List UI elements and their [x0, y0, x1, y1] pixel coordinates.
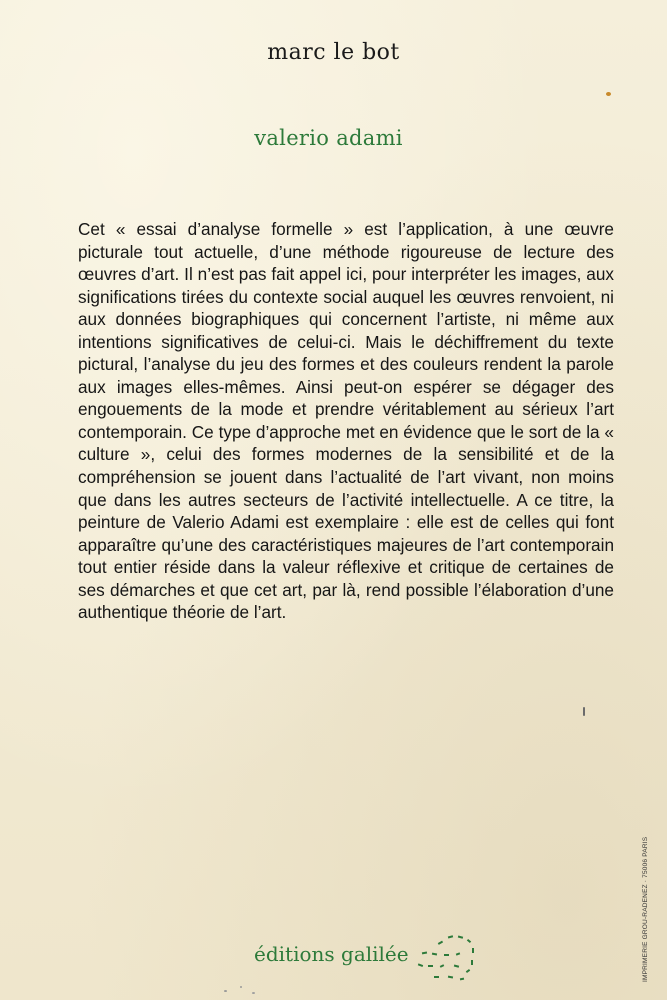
paper-speck — [224, 990, 227, 992]
paper-speck — [606, 92, 611, 96]
author-name: marc le bot — [267, 40, 400, 65]
paper-speck — [583, 707, 585, 716]
printer-imprint — [642, 812, 654, 982]
book-subject: valerio adami — [254, 126, 403, 150]
paper-speck — [252, 992, 255, 994]
publisher-logo-icon — [414, 934, 478, 984]
publisher-name: éditions galilée — [254, 942, 409, 966]
paper-speck — [240, 986, 242, 988]
back-cover-blurb: Cet « essai d’analyse formelle » est l’application, à une œuvre picturale tout actuelle, d’une méthode rigoureuse de lecture des œuvres d’art. Il n’est pas fait appel ici, pour interpréter les images, aux significations tirées du contexte social auquel les œuvres renvoient, ni aux données biographiques qui concernent l’artiste, ni même aux intentions significatives de celui-ci. Mais le déchiffrement du texte pictural, l’analyse du jeu des formes et des couleurs rendent la parole aux images elles-mêmes. Ainsi peut-on espérer se dégager des engouements de la mode et prendre véritablement au sérieux l’art contemporain. Ce type d’approche met en évidence que le sort de la « culture », celui des formes modernes de la sensibilité et de la compréhension se jouent dans l’actualité de l’art vivant, non moins que dans les autres secteurs de l’activité intellectuelle. A ce titre, la peinture de Valerio Adami est exemplaire : elle est de celles qui font apparaître qu’une des caractéristiques majeures de l’art contemporain tout entier réside dans la valeur réflexive et critique de certaines de ses démarches et que cet art, par là, rend possible l’élaboration d’une authentique théorie de l’art. — [78, 219, 614, 623]
printer-imprint-text: IMPRIMERIE GROU-RADENEZ · 75006 PARIS — [642, 836, 649, 982]
